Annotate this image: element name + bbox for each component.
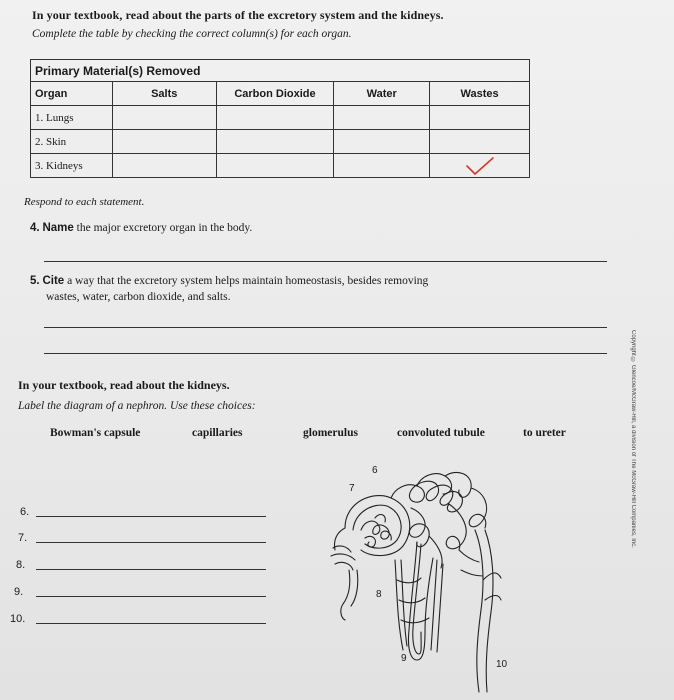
question-number: 5. (30, 275, 40, 287)
question-verb: Cite (42, 275, 65, 287)
kidneys-heading: In your textbook, read about the kidneys. (18, 378, 230, 392)
checkbox-cell[interactable] (430, 106, 530, 130)
question-4 (30, 222, 252, 234)
checkbox-cell-wastes-kidneys[interactable] (430, 154, 530, 178)
blank-line-8[interactable] (36, 569, 266, 570)
row-label-kidneys: 3. Kidneys (31, 154, 113, 178)
question-text: a way that the excretory system helps maintain homeostasis, besides removing (67, 275, 429, 287)
diagram-label-7: 7 (349, 483, 355, 494)
blank-line-6[interactable] (36, 516, 266, 517)
question-text: the major excretory organ in the body. (76, 222, 253, 234)
table-row (31, 130, 530, 154)
answer-line-5a[interactable] (44, 327, 607, 328)
column-header-organ: Organ (31, 82, 113, 106)
blank-label-8: 8. (16, 559, 26, 571)
copyright-notice: Copyright © Glencoe/McGraw-Hill, a division of The McGraw-Hill Companies, Inc. (630, 330, 636, 548)
choice-bowmans-capsule: Bowman's capsule (50, 427, 141, 439)
kidneys-subheading: Label the diagram of a nephron. Use these choices: (18, 400, 256, 412)
question-number: 4. (30, 222, 40, 234)
question-5-continued: wastes, water, carbon dioxide, and salts. (46, 291, 231, 303)
answer-line-4[interactable] (44, 261, 607, 262)
row-label-skin: 2. Skin (31, 130, 113, 154)
blank-label-6: 6. (20, 506, 30, 518)
checkbox-cell[interactable] (112, 130, 216, 154)
checkmark-icon (463, 156, 497, 176)
instruction-subheading: Complete the table by checking the correct column(s) for each organ. (32, 28, 352, 40)
checkbox-cell[interactable] (112, 106, 216, 130)
choice-convoluted-tubule: convoluted tubule (397, 427, 485, 439)
checkbox-cell[interactable] (216, 154, 334, 178)
blank-line-7[interactable] (36, 542, 266, 543)
excretion-table (30, 59, 530, 178)
diagram-label-6: 6 (372, 465, 378, 476)
diagram-label-9: 9 (401, 653, 407, 664)
checkbox-cell[interactable] (216, 106, 334, 130)
table-row (31, 154, 530, 178)
choice-glomerulus: glomerulus (303, 427, 358, 439)
question-verb: Name (42, 222, 74, 234)
answer-line-5b[interactable] (44, 353, 607, 354)
column-header-wastes: Wastes (430, 82, 530, 106)
checkbox-cell[interactable] (216, 130, 334, 154)
blank-line-9[interactable] (36, 596, 266, 597)
blank-line-10[interactable] (36, 623, 266, 624)
glomerulus-shape (361, 515, 391, 548)
blank-label-10: 10. (10, 613, 26, 625)
to-ureter-shape (475, 530, 493, 692)
question-5 (30, 275, 428, 287)
blank-label-9: 9. (14, 586, 24, 598)
checkbox-cell[interactable] (430, 130, 530, 154)
column-header-water: Water (334, 82, 430, 106)
table-title: Primary Material(s) Removed (31, 60, 530, 82)
choice-to-ureter: to ureter (523, 427, 566, 439)
nephron-diagram (325, 460, 515, 695)
diagram-label-8: 8 (376, 589, 382, 600)
checkbox-cell[interactable] (112, 154, 216, 178)
blank-label-7: 7. (18, 532, 28, 544)
checkbox-cell[interactable] (334, 154, 430, 178)
table-row (31, 106, 530, 130)
checkbox-cell[interactable] (334, 130, 430, 154)
capillaries-shape (429, 488, 487, 568)
diagram-label-10: 10 (496, 659, 508, 670)
checkbox-cell[interactable] (334, 106, 430, 130)
instruction-heading: In your textbook, read about the parts of the excretory system and the kidneys. (32, 8, 444, 22)
row-label-lungs: 1. Lungs (31, 106, 113, 130)
column-header-carbon-dioxide: Carbon Dioxide (216, 82, 334, 106)
choice-capillaries: capillaries (192, 427, 243, 439)
column-header-salts: Salts (112, 82, 216, 106)
respond-instruction: Respond to each statement. (24, 196, 145, 208)
